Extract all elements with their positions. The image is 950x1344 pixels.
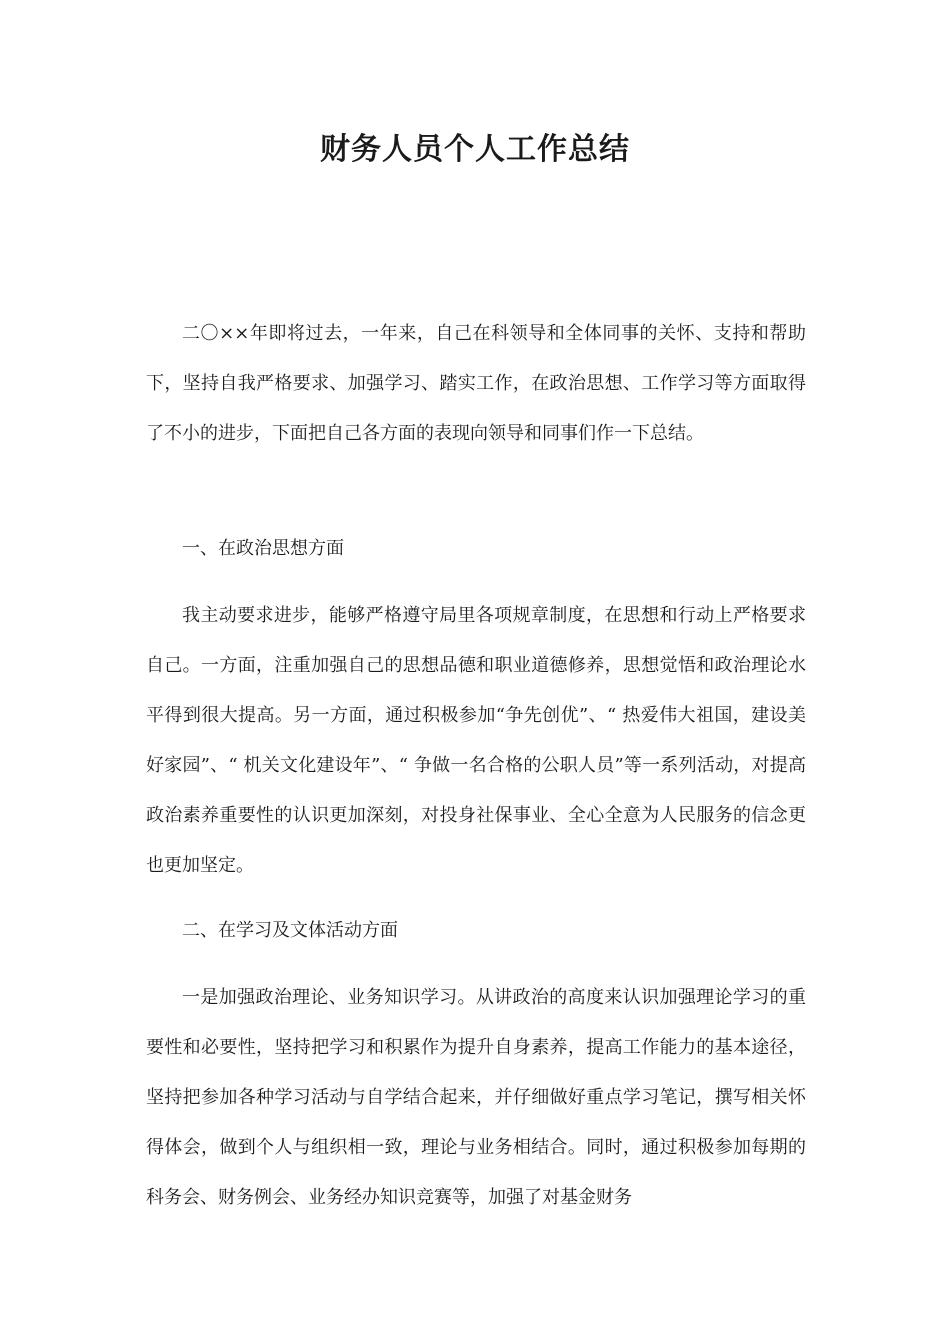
section-paragraph-political: 我主动要求进步，能够严格遵守局里各项规章制度，在思想和行动上严格要求自己。一方面，注重加强自己的思想品德和职业道德修养，思想觉悟和政治理论水平得到很大提高。另一方面，通过积极参加“争先创优”、“ 热爱伟大祖国，建设美好家园”、“ 机关文化建设年”、“ 争做一名合格的公职人员”等一系列活动，对提高政治素养重要性的认识更加深刻，对投身社保事业、全心全意为人民服务的信念更也更加坚定。: [146, 605, 806, 876]
section-paragraph-study: 一是加强政治理论、业务知识学习。从讲政治的高度来认识加强理论学习的重要性和必要性，坚持把学习和积累作为提升自身素养，提高工作能力的基本途径，坚持把参加各种学习活动与自学结合起来，并仔细做好重点学习笔记，撰写相关怀得体会，做到个人与组织相一致，理论与业务相结合。同时，通过积极参加每期的科务会、财务例会、业务经办知识竞赛等，加强了对基金财务: [146, 987, 806, 1208]
document-title: 财务人员个人工作总结: [320, 132, 630, 167]
section-heading-political: 一、在政治思想方面: [182, 538, 344, 559]
intro-paragraph: 二〇××年即将过去，一年来，自己在科领导和全体同事的关怀、支持和帮助下，坚持自我严格要求、加强学习、踏实工作，在政治思想、工作学习等方面取得了不小的进步，下面把自己各方面的表现向领导和同事们作一下总结。: [146, 323, 806, 444]
section-heading-study: 二、在学习及文体活动方面: [182, 920, 398, 941]
